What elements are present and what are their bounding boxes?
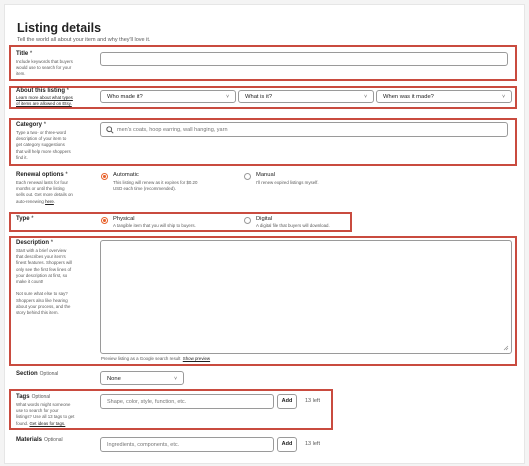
renewal-automatic-title: Automatic [113,172,139,178]
type-physical-desc: A tangible item that you will ship to buyers. [113,223,196,228]
title-input[interactable] [100,52,508,66]
tags-placeholder: Shape, color, style, function, etc. [107,398,187,405]
when-made-select[interactable]: When was it made? ˅ [376,90,512,103]
page-title: Listing details [17,21,102,35]
renewal-here-link[interactable]: here [45,198,54,204]
materials-placeholder: Ingredients, components, etc. [107,441,180,448]
tags-help: What words might someone use to search for your listings? Use all 13 tags to get found. Get ideas for tags. [16,402,75,426]
category-help: Type a two- or three-word description of your item to get category suggestions that will help more shoppers find it. [16,130,71,160]
type-physical-radio[interactable] [101,217,108,224]
description-label: Description * [16,240,54,246]
chevron-down-icon: ˅ [226,94,229,100]
description-help: Start with a brief overview that describes your item's finest features. Shoppers will only see the first few lines of your description at first, so make it count! Not sure what else to say? Shoppers also like hearing about your process, and the story behind this item. [16,248,73,316]
about-label: About this listing * [16,88,70,94]
about-help: Learn more about what types of items are allowed on Etsy. [16,95,73,107]
type-label: Type * [16,216,34,222]
chevron-down-icon: ˅ [174,376,177,382]
resize-handle-icon[interactable] [503,345,509,351]
tags-label: Tags Optional [16,394,51,400]
search-icon [106,126,114,134]
category-search-input[interactable] [100,122,508,137]
materials-remaining-count: 13 left [305,441,320,447]
category-placeholder: men's coats, hoop earring, wall hanging, yarn [117,126,228,133]
learn-more-link[interactable]: Learn more about what types [16,95,73,100]
renewal-manual-title: Manual [256,172,276,178]
type-digital-radio[interactable] [244,217,251,224]
section-label: Section Optional [16,371,59,377]
title-label: Title * [16,51,33,57]
who-made-select[interactable]: Who made it? ˅ [100,90,236,103]
renewal-manual-desc: I'll renew expired listings myself. [256,180,319,185]
materials-input[interactable] [100,437,274,452]
type-digital-title: Digital [256,216,273,222]
renewal-automatic-radio[interactable] [101,173,108,180]
tags-input[interactable] [100,394,274,409]
description-textarea[interactable] [100,240,512,354]
page-subtitle: Tell the world all about your item and why they'll love it. [17,37,151,43]
type-highlight [9,212,352,232]
chevron-down-icon: ˅ [502,94,505,100]
materials-label: Materials Optional [16,437,63,443]
renewal-manual-radio[interactable] [244,173,251,180]
materials-add-button[interactable]: Add [277,437,297,452]
tags-remaining-count: 13 left [305,398,320,404]
google-preview-row: Preview listing as a Google search result Show preview [101,356,211,361]
renewal-automatic-desc: This listing will renew as it expires for $0.20 USD each time (recommended). [113,180,198,191]
type-digital-desc: A digital file that buyers will download. [256,223,330,228]
type-physical-title: Physical [113,216,135,222]
section-select[interactable]: None ˅ [100,371,184,385]
chevron-down-icon: ˅ [364,94,367,100]
what-is-it-select[interactable]: What is it? ˅ [238,90,374,103]
tags-add-button[interactable]: Add [277,394,297,409]
tag-ideas-link[interactable]: Get ideas for tags. [29,420,66,426]
title-help: Include keywords that buyers would use to search for your item. [16,59,73,77]
category-label: Category * [16,122,47,128]
renewal-label: Renewal options * [16,172,68,178]
renewal-help: Each renewal lasts for four months or until the listing sells out. Get more details on auto-renewing here. [16,180,73,204]
show-preview-link[interactable]: Show preview [182,356,211,361]
